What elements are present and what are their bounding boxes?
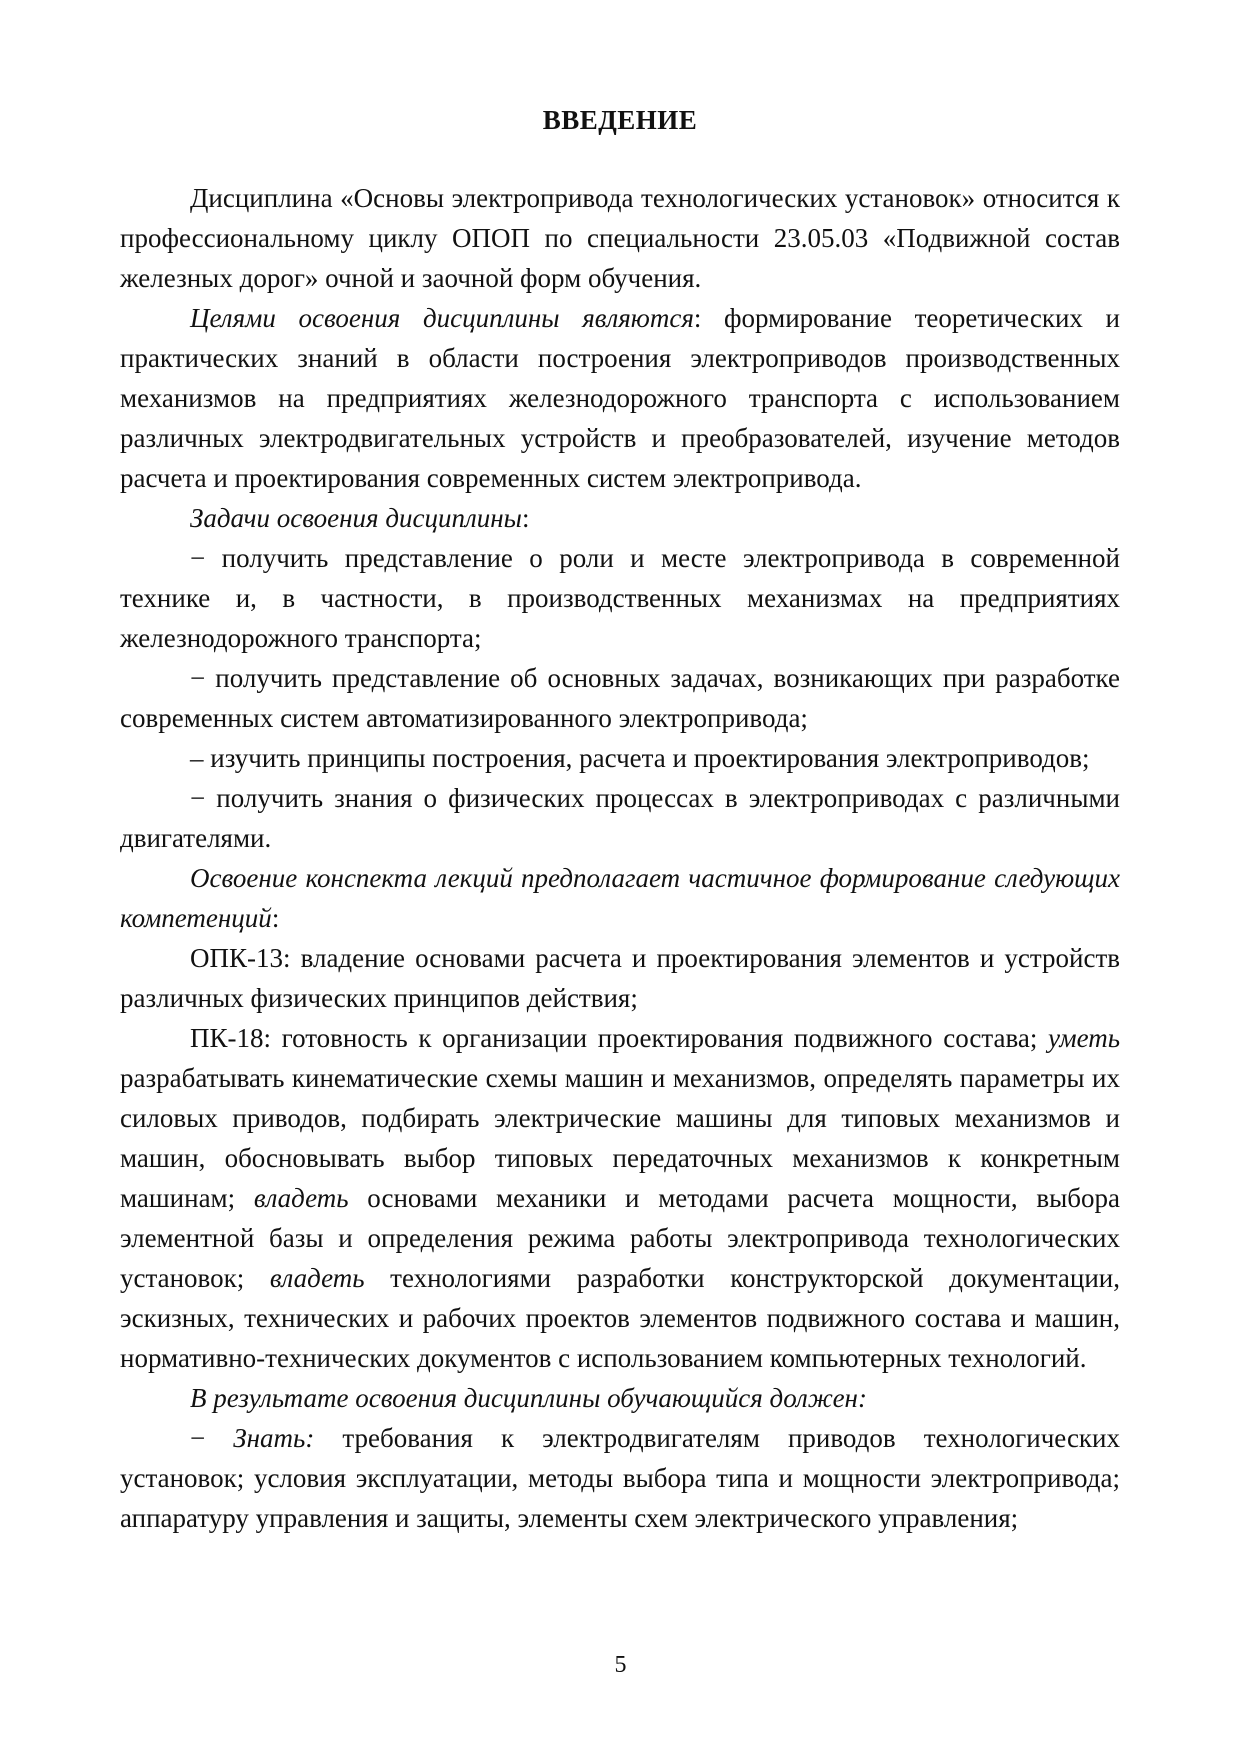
paragraph-results-heading [120,1378,1120,1418]
list-item-task-3 [120,738,1120,778]
list-item-know [120,1418,1120,1538]
paragraph-text: Дисциплина «Основы электропривода технологических установок» относится к профессиональному циклу ОПОП по специальности 23.05.03 «Подвижной состав железных дорог» очной и заочной форм обучения. [120,183,1120,293]
paragraph-text: требования к электродвигателям приводов технологических установок; условия эксплуатации, методы выбора типа и мощности электропривода; аппаратуру управления и защиты, элементы схем электрического управления; [120,1423,1120,1533]
paragraph-text: основами механики и методами расчета мощности, выбора элементной базы и определения режима работы электропривода технологических установок; [120,1183,1120,1293]
paragraph-text: ОПК-13: владение основами расчета и проектирования элементов и устройств различных физических принципов действия; [120,943,1120,1013]
paragraph-text: технологиями разработки конструкторской документации, эскизных, технических и рабочих проектов элементов подвижного состава и машин, нормативно-технических документов с использованием компьютерных технологий. [120,1263,1120,1373]
list-item-task-1 [120,538,1120,658]
list-item-task-4 [120,778,1120,858]
paragraph-text: : [271,903,280,933]
paragraph-text: : формирование теоретических и практических знаний в области построения электроприводов производственных механизмов на предприятиях железнодорожного транспорта с использованием различных электродвигательных устройств и преобразователей, изучение методов расчета и проектирования современных систем электропривода. [120,303,1120,493]
paragraph-tasks-heading [120,498,1120,538]
list-item-task-2 [120,658,1120,738]
emphasis-term: Знать: [233,1423,315,1453]
paragraph-text: разрабатывать кинематические схемы машин и механизмов, определять параметры их силовых приводов, подбирать электрические машины для типовых механизмов и машин, обосновывать выбор типовых передаточных механизмов к конкретным машинам; [120,1063,1120,1213]
tasks-heading: Задачи освоения дисциплины [190,503,522,533]
emphasis-term: уметь [1048,1023,1120,1053]
paragraph-text: − [190,1423,234,1453]
paragraph-text: − получить знания о физических процессах в электроприводах с различными двигателями. [120,783,1120,853]
goals-heading: Целями освоения дисциплины являются [190,303,694,333]
paragraph-text: : [521,503,530,533]
competencies-heading: Освоение конспекта лекций предполагает частичное формирование следующих компетенций [120,863,1120,933]
section-title: ВВЕДЕНИЕ [542,105,698,135]
paragraph-text: − получить представление об основных задачах, возникающих при разработке современных систем автоматизированного электропривода; [120,663,1120,733]
results-heading: В результате освоения дисциплины обучающийся должен: [190,1383,867,1413]
paragraph-text: – изучить принципы построения, расчета и проектирования электроприводов; [190,743,1090,773]
paragraph-opk-13 [120,938,1120,1018]
emphasis-term: владеть [253,1183,349,1213]
page-number: 5 [614,1652,627,1678]
paragraph-pk-18 [120,1018,1120,1378]
paragraph-text: ПК-18: готовность к организации проектирования подвижного состава; [190,1023,1049,1053]
paragraph-goals [120,298,1120,498]
paragraph-competencies-heading [120,858,1120,938]
document-page [120,100,1120,1538]
paragraph-discipline [120,178,1120,298]
paragraph-text: − получить представление о роли и месте электропривода в современной технике и, в частности, в производственных механизмах на предприятиях железнодорожного транспорта; [120,543,1120,653]
emphasis-term: владеть [269,1263,365,1293]
